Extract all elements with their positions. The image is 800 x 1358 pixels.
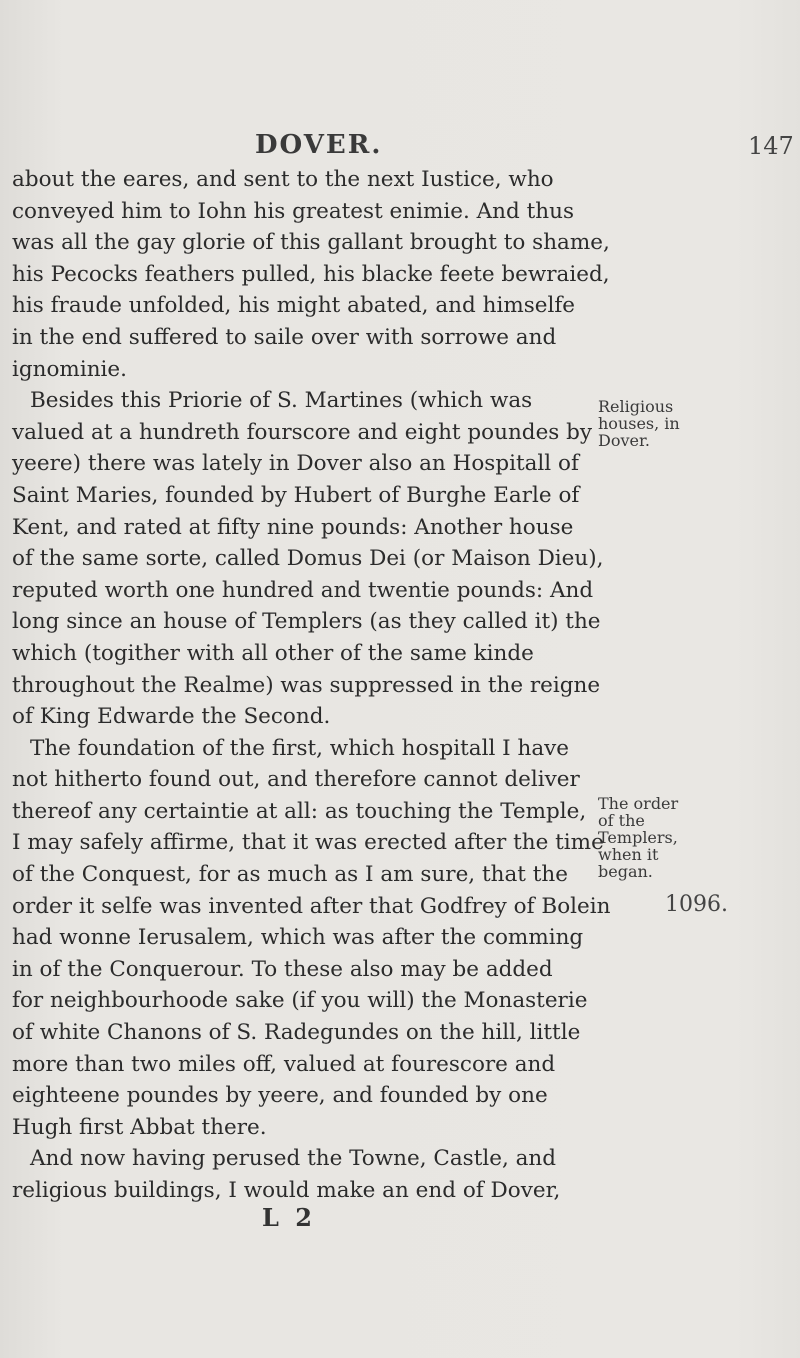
text-line: long since an house of Templers (as they called it) the [12,609,601,635]
text-line: yeere) there was lately in Dover also an Hospitall of [12,451,579,477]
margin-note-line: The order [598,794,679,813]
text-line: of the same sorte, called Domus Dei (or Maison Dieu), [12,546,604,572]
text-line: was all the gay glorie of this gallant brought to shame, [12,230,610,256]
margin-note-line: Dover. [598,431,650,450]
text-line: for neighbourhoode sake (if you will) the Monasterie [12,988,588,1014]
margin-note-templers [598,795,798,880]
text-line: Kent, and rated at fifty nine pounds: Another house [12,514,574,540]
text-line: Saint Maries, founded by Hubert of Burghe Earle of [12,482,580,508]
text-line: of King Edwarde the Second. [12,704,331,730]
text-line: And now having perused the Towne, Castle, and [30,1146,557,1172]
margin-year: 1096. [665,892,728,917]
margin-note-line: Religious [598,397,674,416]
text-line: throughout the Realme) was suppressed in the reigne [12,672,601,698]
margin-note-line: Templers, [598,828,678,847]
text-line: not hitherto found out, and therefore cannot deliver [12,767,580,793]
text-line: thereof any certaintie at all: as touching the Temple, [12,798,587,824]
text-line: of white Chanons of S. Radegundes on the hill, little [12,1020,581,1046]
margin-note-line: began. [598,862,653,881]
text-line: I may safely affirme, that it was erected after the time [12,830,604,856]
text-line: more than two miles off, valued at fourescore and [12,1051,556,1077]
text-line: order it selfe was invented after that Godfrey of Bolein [12,893,611,919]
text-line: religious buildings, I would make an end of Dover, [12,1178,561,1203]
text-line: valued at a hundreth fourscore and eight poundes by [12,419,593,445]
signature-mark: L 2 [262,1203,316,1232]
text-line: eighteene poundes by yeere, and founded by one [12,1083,548,1109]
text-line: of the Conquest, for as much as I am sure, that the [12,862,568,888]
text-line: Besides this Priorie of S. Martines (which was [30,388,533,414]
text-line: in the end suffered to saile over with sorrowe and [12,324,557,350]
body-text [12,164,611,1207]
margin-note-line: of the [598,811,645,830]
text-line: had wonne Ierusalem, which was after the comming [12,925,584,951]
text-line: his Pecocks feathers pulled, his blacke feete bewraied, [12,261,610,287]
text-line: which (togither with all other of the same kinde [12,640,534,666]
page-title: DOVER. [255,130,383,160]
margin-note-religious-houses [598,398,798,449]
text-line: Hugh first Abbat there. [12,1114,267,1140]
text-line: conveyed him to Iohn his greatest enimie. And thus [12,198,574,224]
text-line: his fraude unfolded, his might abated, and himselfe [12,293,576,319]
text-line: The foundation of the first, which hospitall I have [30,735,570,761]
text-line: ignominie. [12,356,127,382]
margin-note-line: houses, in [598,414,680,433]
text-line: about the eares, and sent to the next Iustice, who [12,167,554,192]
text-line: reputed worth one hundred and twentie pounds: And [12,577,594,603]
text-line: in of the Conquerour. To these also may be added [12,956,553,982]
margin-note-line: when it [598,845,659,864]
page-number: 147 [748,132,794,160]
